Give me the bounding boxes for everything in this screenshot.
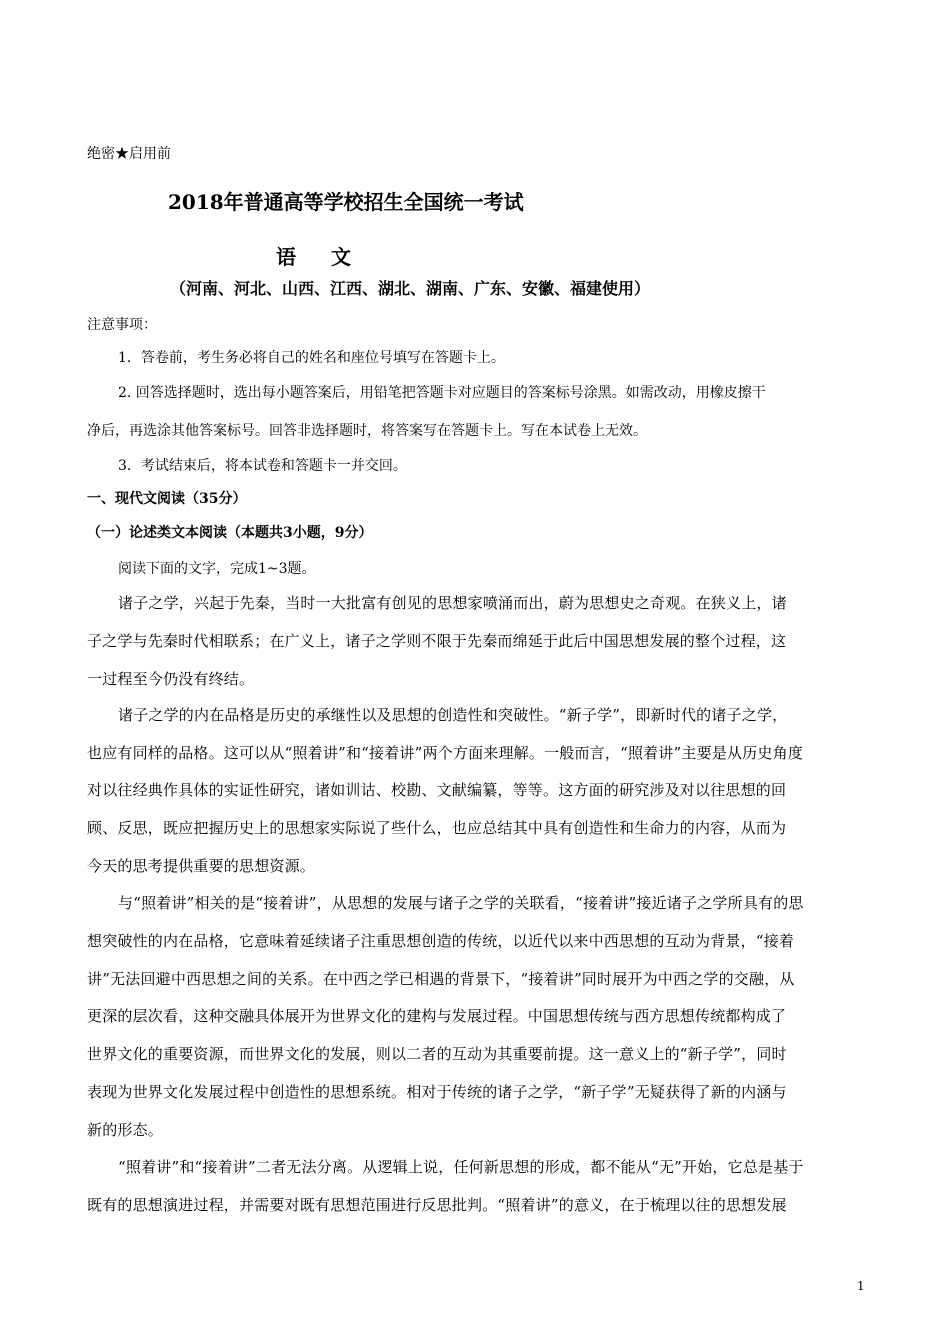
paragraph-1-line-1: 诸子之学，兴起于先秦，当时一大批富有创见的思想家喷涌而出，蔚为思想史之奇观。在狭义上，诸 — [118, 594, 787, 612]
paragraph-1-line-3: 一过程至今仍没有终结。 — [87, 670, 255, 688]
paragraph-3-line-4: 更深的层次看，这种交融具体展开为世界文化的建构与发展过程。中国思想传统与西方思想传统都构成了 — [87, 1007, 787, 1025]
paragraph-4-line-2: 既有的思想演进过程，并需要对既有思想范围进行反思批判。“照着讲”的意义，在于梳理以往的思想发展 — [87, 1196, 787, 1214]
paragraph-3-line-6: 表现为世界文化发展过程中创造性的思想系统。相对于传统的诸子之学，“新子学”无疑获得了新的内涵与 — [87, 1083, 787, 1101]
paragraph-3-line-3: 讲”无法回避中西思想之间的关系。在中西之学已相遇的背景下，“接着讲”同时展开为中西之学的交融，从 — [87, 970, 795, 988]
subsection-heading: （一）论述类文本阅读（本题共3小题，9分） — [87, 525, 373, 541]
reading-instruction: 阅读下面的文字，完成1~3题。 — [118, 561, 316, 577]
notice-item-2-line-1: 2. 回答选择题时，选出每小题答案后，用铅笔把答题卡对应题目的答案标号涂黑。如需改动，用橡皮擦干 — [118, 385, 766, 401]
usage-regions: （河南、河北、山西、江西、湖北、湖南、广东、安徽、福建使用） — [170, 279, 651, 298]
notice-item-3: 3．考试结束后，将本试卷和答题卡一并交回。 — [118, 458, 407, 474]
paragraph-2-line-1: 诸子之学的内在品格是历史的承继性以及思想的创造性和突破性。“新子学”，即新时代的诸子之学， — [118, 706, 788, 724]
paragraph-4-line-1: “照着讲”和“接着讲”二者无法分离。从逻辑上说，任何新思想的形成，都不能从“无”开始，它总是基于 — [118, 1158, 804, 1176]
paragraph-3-line-5: 世界文化的重要资源，而世界文化的发展，则以二者的互动为其重要前提。这一意义上的“新子学”，同时 — [87, 1045, 787, 1063]
paragraph-2-line-5: 今天的思考提供重要的思想资源。 — [87, 857, 316, 875]
notice-heading: 注意事项： — [87, 317, 157, 333]
section-heading: 一、现代文阅读（35分） — [87, 491, 247, 507]
paragraph-3-line-7: 新的形态。 — [87, 1121, 164, 1139]
paragraph-2-line-4: 顾、反思，既应把握历史上的思想家实际说了些什么，也应总结其中具有创造性和生命力的内容，从而为 — [87, 819, 787, 837]
notice-item-1: 1．答卷前，考生务必将自己的姓名和座位号填写在答题卡上。 — [118, 350, 505, 366]
notice-item-2-line-2: 净后，再选涂其他答案标号。回答非选择题时，将答案写在答题卡上。写在本试卷上无效。 — [87, 423, 647, 439]
paragraph-2-line-2: 也应有同样的品格。这可以从“照着讲”和“接着讲”两个方面来理解。一般而言，“照着讲”主要是从历史角度 — [87, 744, 804, 762]
secret-mark: 绝密★启用前 — [87, 146, 171, 162]
paragraph-1-line-2: 子之学与先秦时代相联系；在广义上，诸子之学则不限于先秦而绵延于此后中国思想发展的整个过程，这 — [87, 632, 787, 650]
paragraph-3-line-2: 想突破性的内在品格，它意味着延续诸子注重思想创造的传统，以近代以来中西思想的互动为背景，“接着 — [87, 932, 795, 950]
subject-title: 语 文 — [276, 245, 365, 269]
paragraph-2-line-3: 对以往经典作具体的实证性研究，诸如训诂、校勘、文献编纂，等等。这方面的研究涉及对以往思想的回 — [87, 781, 787, 799]
paragraph-3-line-1: 与“照着讲”相关的是“接着讲”，从思想的发展与诸子之学的关联看，“接着讲”接近诸子之学所具有的思 — [118, 894, 804, 912]
exam-title: 2018年普通高等学校招生全国统一考试 — [168, 190, 524, 214]
page-number: 1 — [857, 1279, 865, 1293]
